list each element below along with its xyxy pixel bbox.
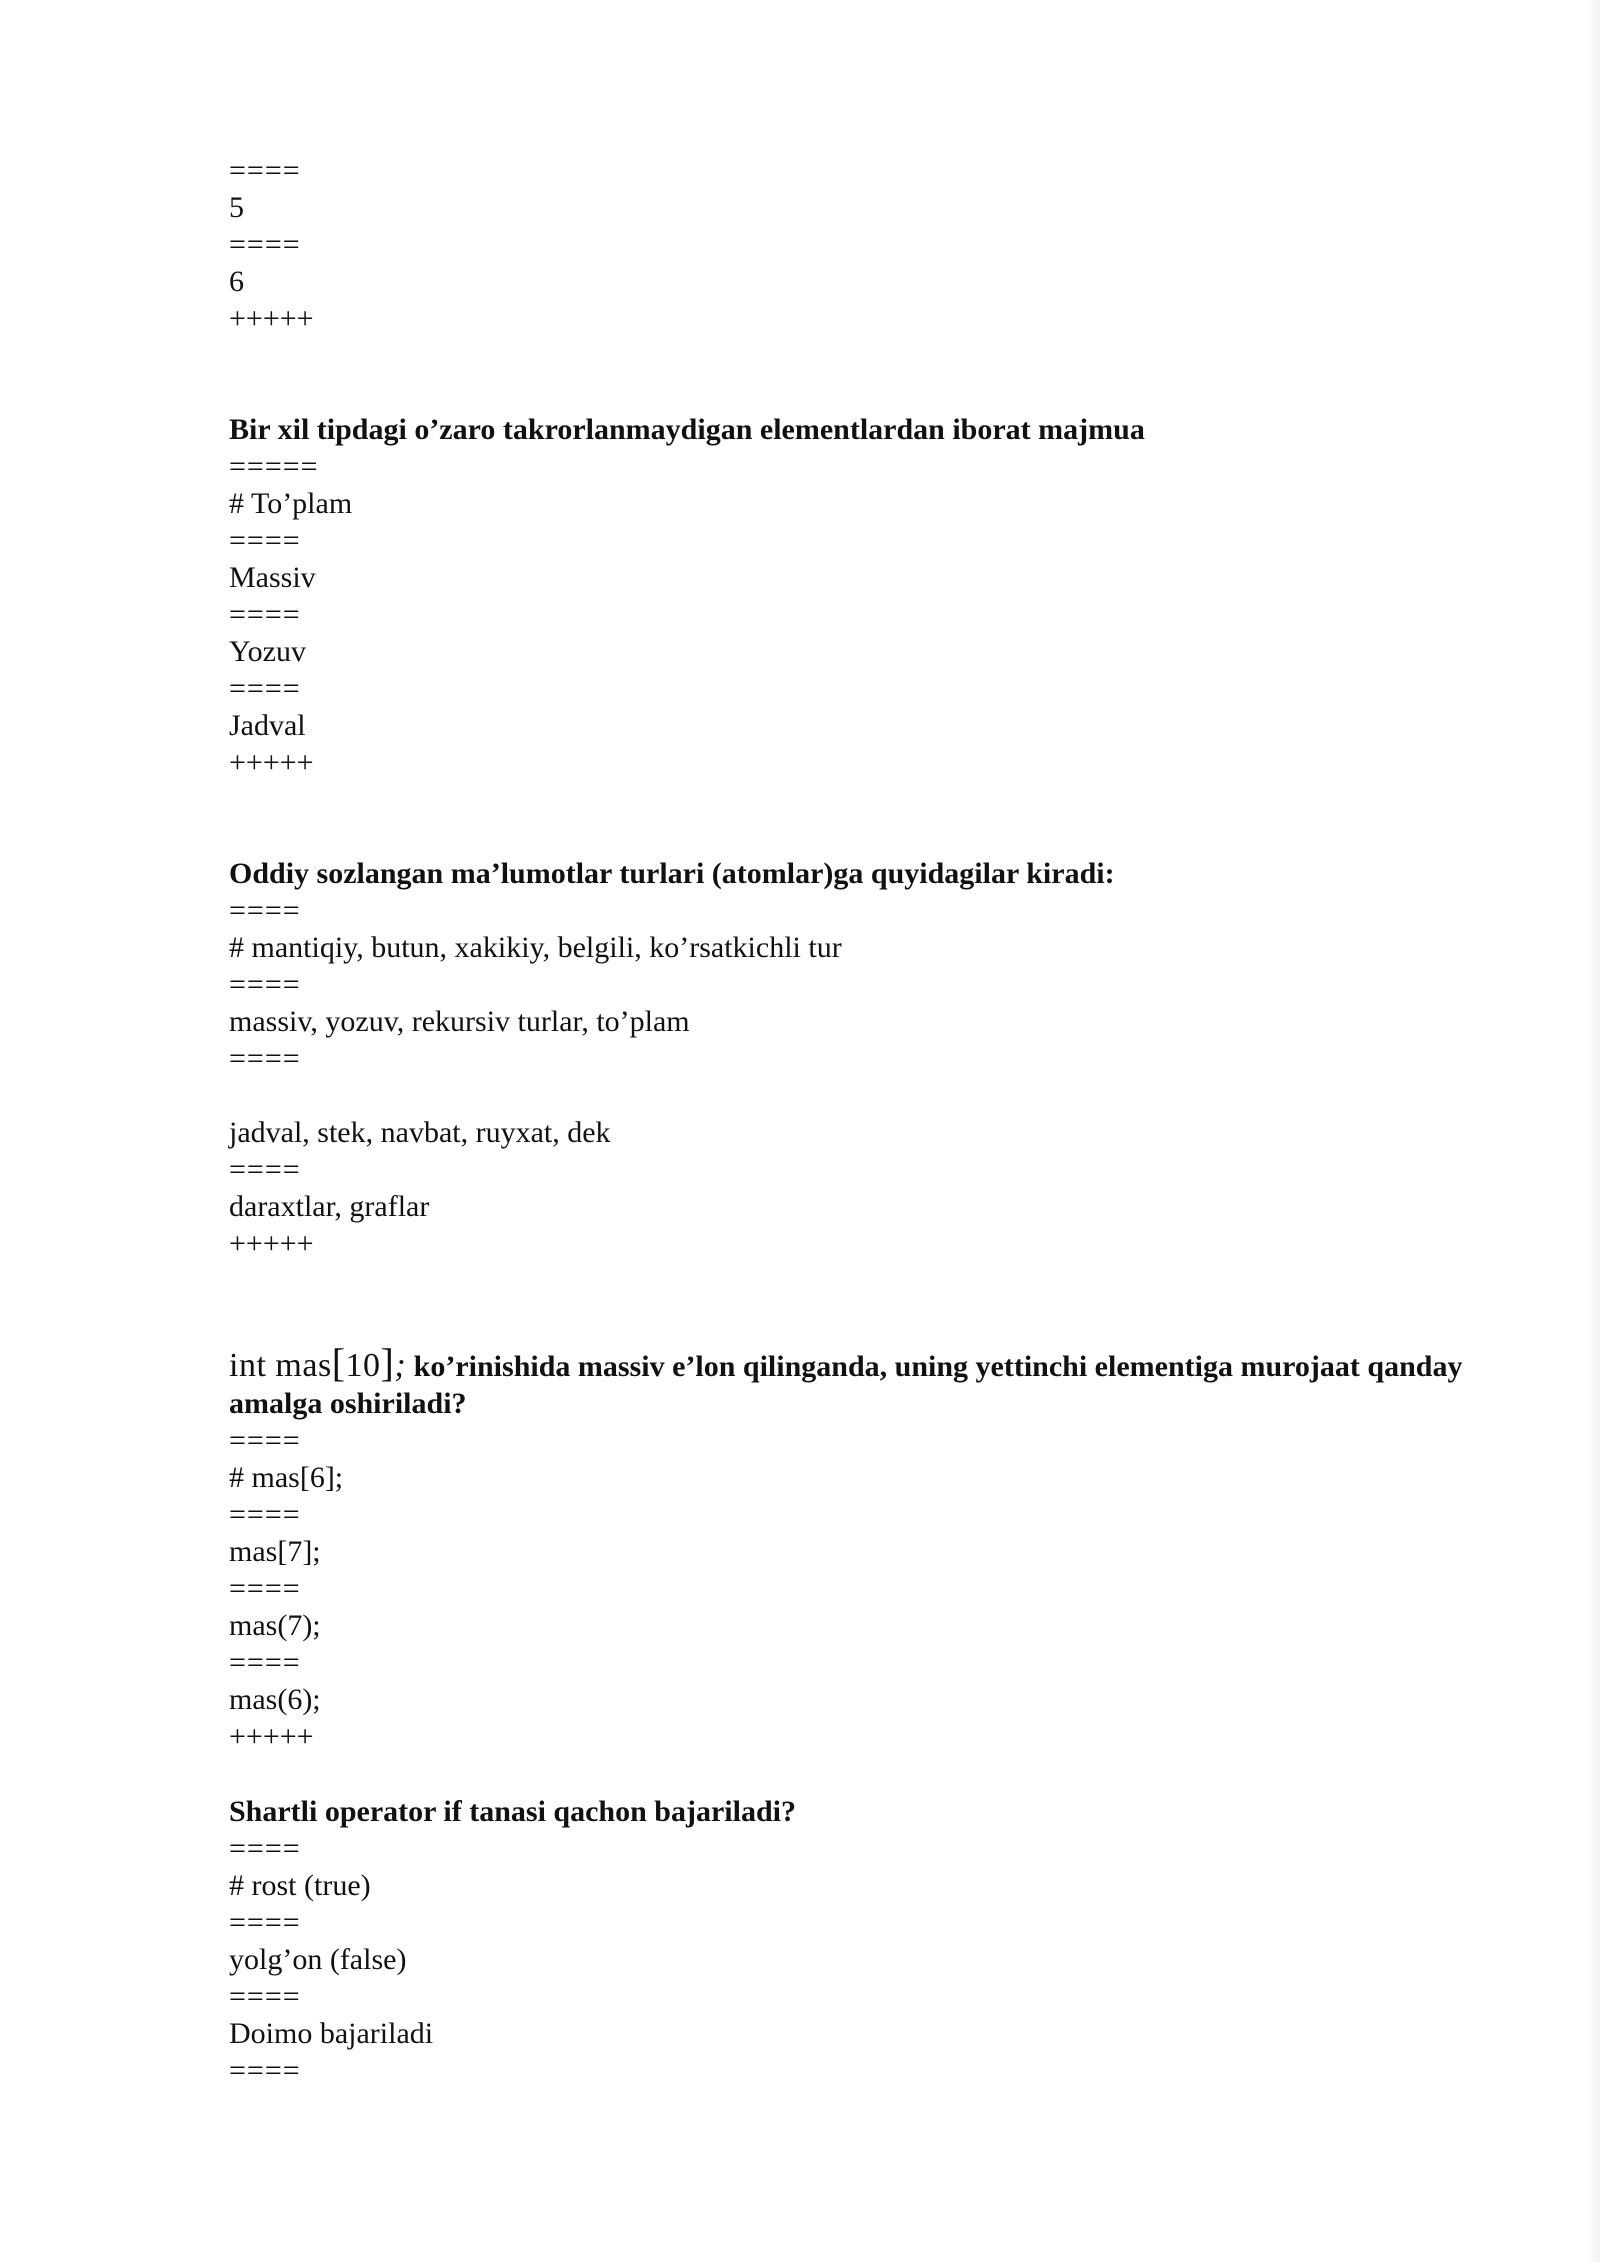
question-block-2 [229, 855, 1489, 1262]
separator: ==== [229, 1980, 301, 2013]
end-marker: +++++ [229, 746, 314, 779]
answer-option: Doimo bajariladi [229, 2017, 434, 2050]
separator: ==== [229, 968, 301, 1001]
separator: ==== [229, 524, 301, 557]
question-text: Shartli operator if tanasi qachon bajariladi? [229, 1795, 796, 1828]
separator: ==== [229, 1042, 301, 1075]
correct-answer: # mantiqiy, butun, xakikiy, belgili, ko’rsatkichli tur [229, 931, 842, 964]
formula-semicolon: ; [394, 1347, 407, 1384]
question-block-4 [229, 1793, 1489, 2089]
answer-option: Massiv [229, 561, 316, 594]
correct-answer: # rost (true) [229, 1869, 371, 1902]
separator: ==== [229, 672, 301, 705]
formula-name: mas [275, 1347, 332, 1384]
answer-option: Yozuv [229, 635, 306, 668]
separator: ==== [229, 894, 301, 927]
question-block-1 [229, 411, 1489, 781]
correct-answer: # mas[6]; [229, 1461, 344, 1494]
separator: ==== [229, 1572, 301, 1605]
answer-option: jadval, stek, navbat, ruyxat, dek [229, 1116, 611, 1149]
answer-option: mas[7]; [229, 1535, 321, 1568]
page-edge [1586, 0, 1600, 2262]
end-marker: +++++ [229, 302, 314, 335]
separator: ==== [229, 1153, 301, 1186]
code-formula [229, 1340, 407, 1385]
question-text [229, 1340, 1489, 1422]
answer-option: mas(6); [229, 1683, 321, 1716]
separator: ===== [229, 450, 319, 483]
question-block-3 [229, 1340, 1489, 1755]
top-answer-block [229, 152, 1489, 337]
answer-option: yolg’on (false) [229, 1943, 407, 1976]
separator: ==== [229, 1832, 301, 1865]
separator: ==== [229, 1906, 301, 1939]
separator: ==== [229, 1498, 301, 1531]
answer-option: daraxtlar, graflar [229, 1190, 430, 1223]
separator: ==== [229, 1424, 301, 1457]
answer-option: massiv, yozuv, rekursiv turlar, to’plam [229, 1005, 690, 1038]
answer-option: mas(7); [229, 1609, 321, 1642]
question-text: Bir xil tipdagi o’zaro takrorlanmaydigan elementlardan iborat majmua [229, 413, 1145, 446]
separator: ==== [229, 598, 301, 631]
separator: ==== [229, 2054, 301, 2087]
separator: ==== [229, 1646, 301, 1679]
answer-option: 5 [229, 191, 244, 224]
question-text-body: ko’rinishida massiv e’lon qilinganda, uning yettinchi elementiga murojaat qanday amalga oshiriladi? [229, 1350, 1463, 1420]
blank-line [229, 1077, 1489, 1114]
answer-option: Jadval [229, 709, 306, 742]
formula-index: 10 [345, 1347, 381, 1384]
separator: ==== [229, 228, 301, 261]
end-marker: +++++ [229, 1227, 314, 1260]
document-body [229, 152, 1489, 2089]
question-text: Oddiy sozlangan ma’lumotlar turlari (atomlar)ga quyidagilar kiradi: [229, 857, 1115, 890]
formula-keyword: int [229, 1347, 267, 1384]
correct-answer: # To’plam [229, 487, 353, 520]
separator: ==== [229, 154, 301, 187]
answer-option: 6 [229, 265, 244, 298]
end-marker: +++++ [229, 1720, 314, 1753]
formula-close-bracket: ] [380, 1340, 395, 1385]
formula-open-bracket: [ [331, 1340, 346, 1385]
